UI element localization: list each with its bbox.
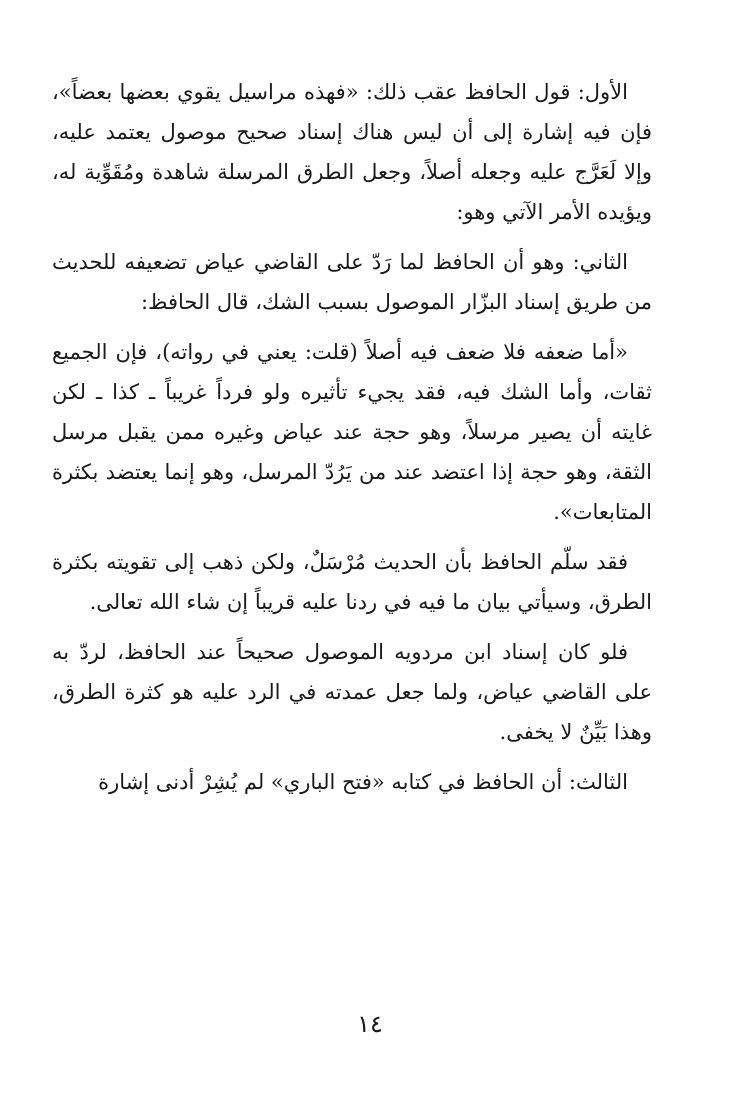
paragraph-first-point: الأول: قول الحافظ عقب ذلك: «فهذه مراسيل يقوي بعضها بعضاً»، فإن فيه إشارة إلى أن ليس هناك إسناد صحيح موصول يعتمد عليه، وإلا لَعَرَّج عليه وجعله أصلاً، وجعل الطرق المرسلة شاهدة ومُقَوِّية له، ويؤيده الأمر الآتي وهو:: [52, 80, 652, 224]
paragraph-second-point: الثاني: وهو أن الحافظ لما رَدّ على القاضي عياض تضعيفه للحديث من طريق إسناد البزّار الموصول بسبب الشك، قال الحافظ:: [52, 250, 652, 314]
paragraph-ibn-mardawayh: فلو كان إسناد ابن مردويه الموصول صحيحاً عند الحافظ، لردّ به على القاضي عياض، ولما جعل عمدته في الرد عليه هو كثرة الطرق، وهذا بَيِّنٌ لا يخفى.: [52, 640, 652, 744]
paragraph-mursal-note: فقد سلّم الحافظ بأن الحديث مُرْسَلٌ، ولكن ذهب إلى تقويته بكثرة الطرق، وسيأتي بيان ما فيه في ردنا عليه قريباً إن شاء الله تعالى.: [52, 550, 652, 614]
page-number: ١٤: [357, 1010, 383, 1038]
paragraph-quotation: «أما ضعفه فلا ضعف فيه أصلاً (قلت: يعني في رواته)، فإن الجميع ثقات، وأما الشك فيه، فقد يجيء تأثيره ولو فرداً غريباً ـ كذا ـ لكن غايته أن يصير مرسلاً، وهو حجة عند عياض وغيره ممن يقبل مرسل الثقة، وهو حجة إذا اعتضد عند من يَرُدّ المرسل، وهو إنما يعتضد بكثرة المتابعات».: [52, 340, 652, 524]
paragraph-third-point: الثالث: أن الحافظ في كتابه «فتح الباري» لم يُشِرْ أدنى إشارة: [98, 770, 628, 794]
page-body: [52, 72, 652, 812]
